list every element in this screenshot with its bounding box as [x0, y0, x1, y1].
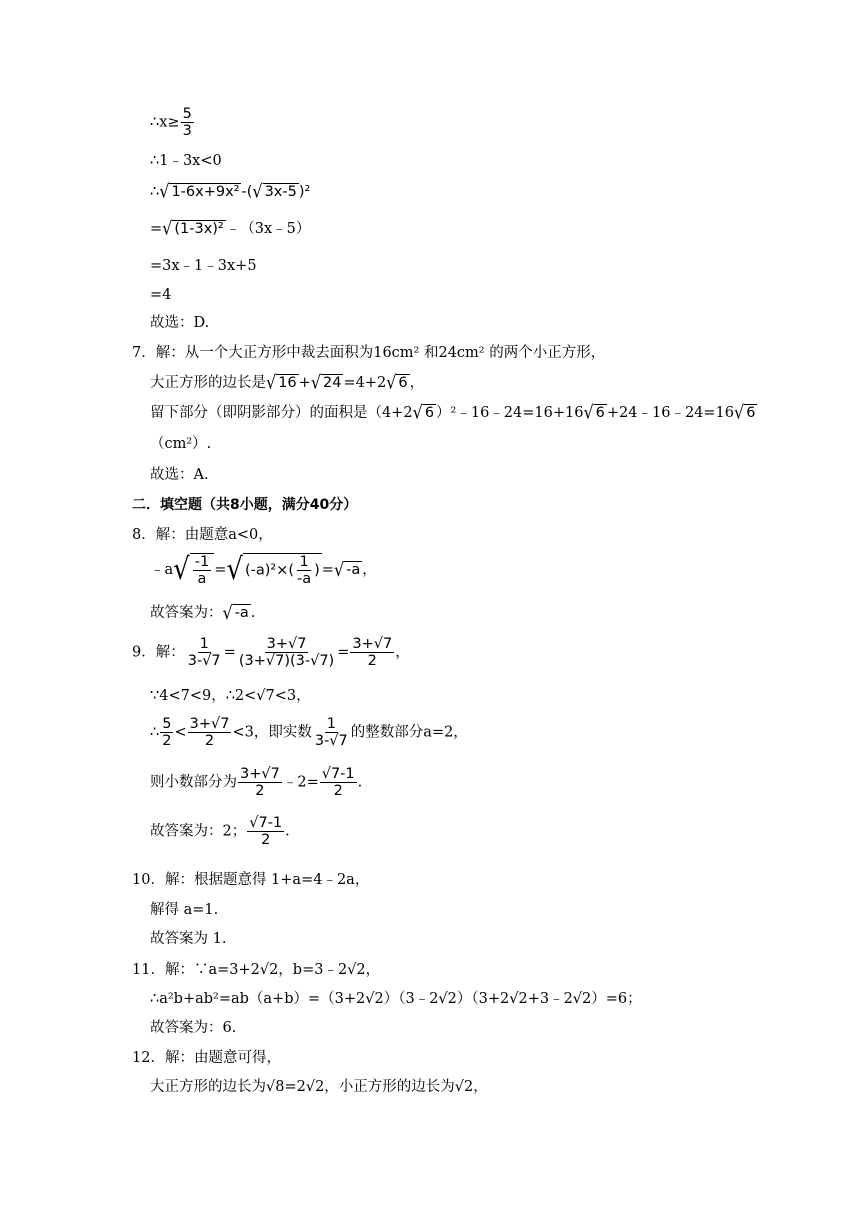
q9-line-5: 故答案为：2； $\frac{√7-1}{2}$ . — [150, 815, 290, 848]
fraction: $\frac{1}{3-√7}$ — [314, 716, 348, 749]
fraction: $\frac{√7-1}{2}$ — [321, 766, 355, 799]
sqrt: √ 6 — [412, 401, 435, 424]
sqrt: √ -a — [333, 558, 361, 581]
q9-line-2: ∵4<7<9，∴2<√7<3， — [150, 688, 311, 704]
q6-line-2: ∴1﹣3x<0 — [150, 153, 222, 169]
q8-line-3: 故答案为： √ -a . — [150, 601, 256, 624]
fraction: $\frac{1}{3-√7}$ — [187, 636, 221, 669]
q6-line-1: ∴x≥ $\frac{5}{3}$ — [150, 106, 192, 139]
q12-line-2: 大正方形的边长为√8=2√2，小正方形的边长为√2， — [150, 1079, 488, 1095]
q6-line-4: = √ (1-3x)² ﹣（3x﹣5） — [150, 217, 311, 240]
sqrt: √ $\frac{-1}{a}$ — [173, 553, 214, 587]
fraction: $\frac{3+√7}{2}$ — [352, 636, 393, 669]
sqrt: √ 6 — [734, 401, 756, 424]
fraction: $\frac{3+√7}{2}$ — [240, 766, 280, 799]
q11-line-1: 11．解：∵a=3+2√2，b=3﹣2√2， — [132, 962, 381, 978]
q11-line-3: 故答案为：6. — [150, 1020, 237, 1036]
q6-line-5: =3x﹣1﹣3x+5 — [150, 258, 257, 274]
q8-line-1: 8．解：由题意a<0， — [132, 527, 273, 543]
fraction: $\frac{3+√7}{2}$ — [189, 716, 230, 749]
sqrt: √ 3x-5 — [252, 180, 297, 203]
q6-line-7: 故选：D. — [150, 315, 210, 331]
fraction: $\frac{5}{3}$ — [182, 106, 192, 139]
q10-line-2: 解得 a=1. — [150, 902, 219, 918]
q7-line-4: （cm²）. — [150, 436, 212, 452]
q12-line-1: 12．解：由题意可得， — [132, 1050, 281, 1066]
q10-line-3: 故答案为 1. — [150, 931, 227, 947]
q7-line-2: 大正方形的边长是 √ 16 + √ 24 =4+2 √ 6 ， — [150, 371, 425, 394]
q6-line-3: ∴ √ 1-6x+9x² -( √ 3x-5 )² — [150, 180, 311, 203]
sqrt: √ 1-6x+9x² — [159, 180, 240, 203]
sqrt: √ 24 — [310, 371, 342, 394]
q7-line-3: 留下部分（即阴影部分）的面积是（4+2 √ 6 ）²﹣16﹣24=16+16 √ 6 +24﹣16﹣24=16 √ 6 — [150, 401, 756, 424]
q7-line-1: 7．解：从一个大正方形中裁去面积为16cm² 和24cm² 的两个小正方形， — [132, 345, 606, 361]
fraction: $\frac{3+√7}{(3+√7)(3-√7)}$ — [238, 636, 335, 669]
q11-line-2: ∴a²b+ab²=ab（a+b）=（3+2√2）（3﹣2√2）（3+2√2+3﹣2√2）=6； — [150, 991, 642, 1007]
q9-line-3: ∴ $\frac{5}{2}$ < $\frac{3+√7}{2}$ <3，即实数 $\frac{1}{3-√7}$ 的整数部分a=2， — [150, 716, 468, 749]
q8-line-2: ﹣a √ $\frac{-1}{a}$ = √ (-a)²×( $\frac{1}{-a}$ ) = √ -a ， — [150, 552, 377, 588]
q9-line-1: 9．解： $\frac{1}{3-√7}$ = $\frac{3+√7}{(3+√7)(3-√7)}$ = $\frac{3+√7}{2}$ ， — [132, 636, 410, 669]
fraction: $\frac{√7-1}{2}$ — [249, 815, 283, 848]
sqrt: √ (1-3x)² — [162, 217, 224, 240]
sqrt: √ 6 — [386, 371, 408, 394]
sqrt: √ 16 — [266, 371, 297, 394]
sqrt: √ -a — [222, 601, 249, 624]
q9-line-4: 则小数部分为 $\frac{3+√7}{2}$ ﹣2= $\frac{√7-1}{2}$ . — [150, 766, 363, 799]
q6-line-6: =4 — [150, 287, 172, 303]
q10-line-1: 10．解：根据题意得 1+a=4﹣2a， — [132, 872, 370, 888]
sqrt: √ (-a)²×( $\frac{1}{-a}$ ) — [226, 552, 320, 588]
fraction: $\frac{5}{2}$ — [162, 716, 172, 749]
q7-line-5: 故选：A. — [150, 467, 209, 483]
sqrt: √ 6 — [583, 401, 605, 424]
section-heading: 二．填空题（共8小题，满分40分） — [132, 497, 358, 513]
